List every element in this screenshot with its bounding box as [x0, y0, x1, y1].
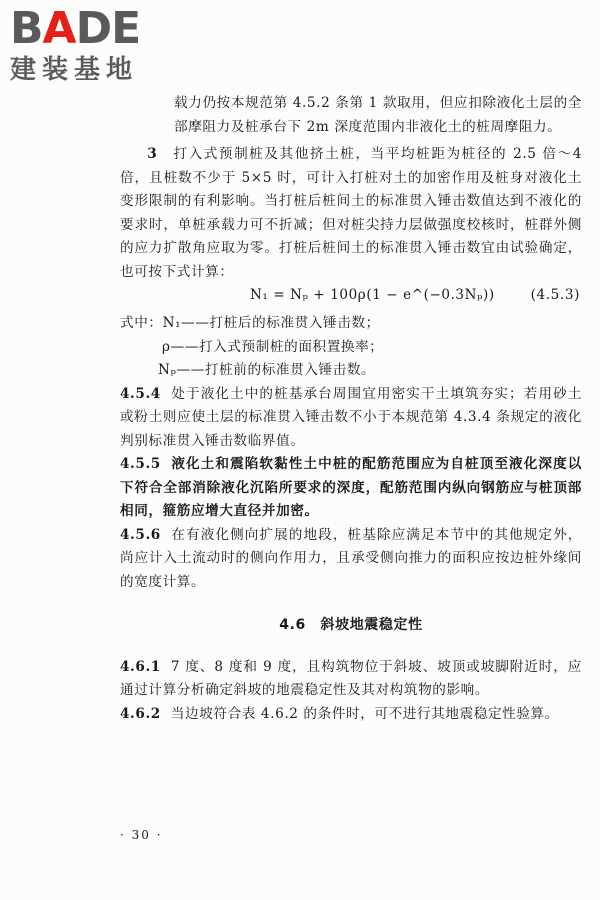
logo	[10, 3, 180, 86]
formula: N₁ = Nₚ + 100ρ(1 − e^(−0.3Nₚ))	[250, 287, 495, 303]
paragraph-item-3: 3 打入式预制桩及其他挤土桩，当平均桩距为桩径的 2.5 倍～4 倍，且桩数不少于 5×5 时，可计入打桩对土的加密作用及桩身对液化土变形限制的有利影响。当打桩后桩间土的标准贯入锤击数值达到不液化的要求时，单桩承载力可不折减；但对桩尖持力层做强度校核时，桩群外侧的应力扩散角应取为零。打桩后桩间土的标准贯入锤击数宜由试验确定，也可按下式计算：	[120, 146, 582, 280]
clause-4-5-4: 4.5.4 处于液化土中的桩基承台周围宜用密实干土填筑夯实；若用砂土或粉土则应使土层的标准贯入锤击数不小于本规范第 4.3.4 条规定的液化判别标准贯入锤击数临界值。	[120, 385, 582, 449]
logo-subtitle: 建装基地	[10, 55, 139, 85]
clause-4-6-2: 4.6.2 当边坡符合表 4.6.2 的条件时，可不进行其地震稳定性验算。	[120, 705, 559, 722]
clause-4-5-6: 4.5.6 在有液化侧向扩展的地段，桩基除应满足本节中的其他规定外，尚应计入土流动时的侧向作用力，且承受侧向推力的面积应按边桩外缘间的宽度计算。	[120, 526, 582, 590]
formula-number: (4.5.3)	[530, 287, 580, 303]
logo-brand: BADE	[10, 3, 141, 54]
clause-4-6-1: 4.6.1 7 度、8 度和 9 度，且构筑物位于斜坡、坡顶或坡脚附近时，应通过计算分析确定斜坡的地震稳定性及其对构筑物的影响。	[120, 658, 582, 698]
definition-n1: 式中：N₁——打桩后的标准贯入锤击数；	[120, 315, 380, 331]
definition-rho: ρ——打入式预制桩的面积置换率；	[162, 338, 384, 355]
page-number: · 30 ·	[120, 828, 163, 842]
paragraph-continuation: 载力仍按本规范第 4.5.2 条第 1 款取用，但应扣除液化土层的全部摩阻力及桩承台下 2m 深度范围内非液化土的桩周摩阻力。	[174, 95, 582, 135]
variable-definitions	[120, 312, 582, 383]
formula-row	[120, 284, 582, 312]
clause-4-5-5: 4.5.5 液化土和震陷软黏性土中桩的配筋范围应为自桩顶至液化深度以下符合全部消除液化沉陷所要求的深度，配筋范围内纵向钢筋应与桩顶部相同，箍筋应增大直径并加密。	[120, 456, 582, 519]
page-content	[120, 92, 582, 726]
definition-np: Nₚ——打桩前的标准贯入锤击数。	[158, 362, 376, 378]
section-title: 4.6 斜坡地震稳定性	[279, 617, 423, 633]
